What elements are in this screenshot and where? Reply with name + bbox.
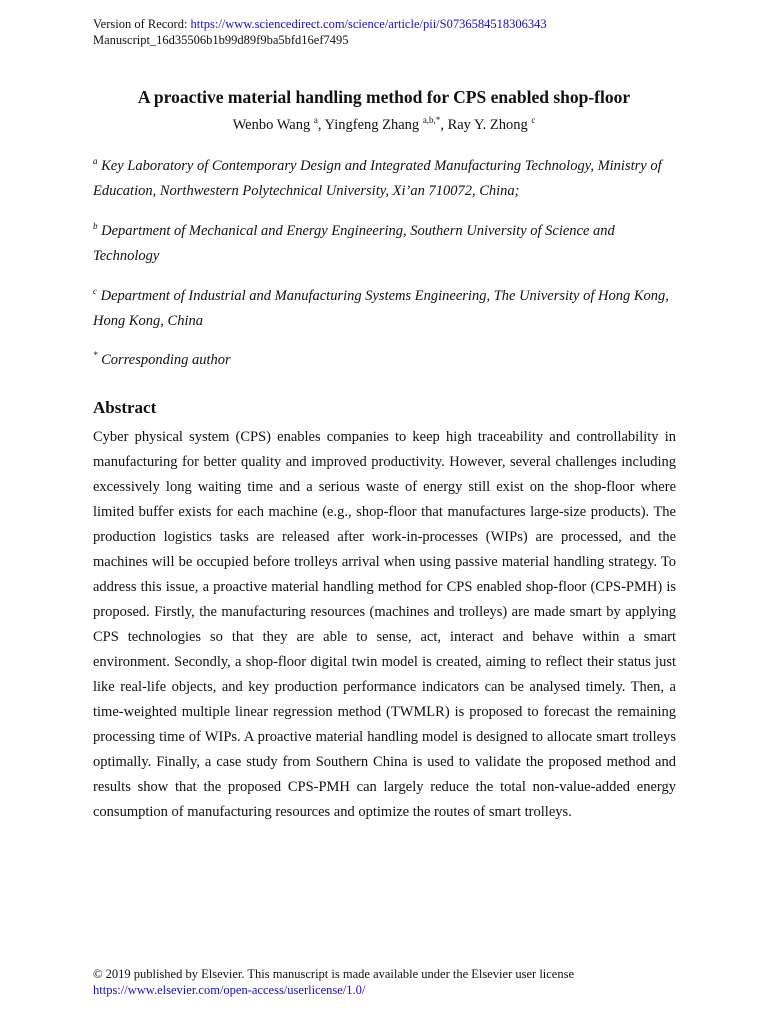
page-footer	[93, 966, 574, 998]
affiliation-a	[93, 154, 683, 204]
author-list	[0, 117, 768, 134]
corresponding-author-note	[93, 348, 683, 373]
manuscript-id: Manuscript_16d35506b1b99d89f9ba5bfd16ef7495	[93, 33, 349, 47]
version-label: Version of Record:	[93, 17, 191, 31]
author-affiliation-mark: c	[531, 115, 536, 126]
paper-title: A proactive material handling method for CPS enabled shop-floor	[137, 87, 631, 107]
license-text: © 2019 published by Elsevier. This manuscript is made available under the Elsevier user license	[93, 967, 575, 981]
affiliation-mark: b	[93, 221, 98, 232]
affiliation-mark: a	[93, 156, 98, 167]
version-of-record-line	[93, 16, 547, 32]
abstract-body: Cyber physical system (CPS) enables companies to keep high traceability and controllability in manufacturing for better quality and improved productivity. However, several challenges including excessively long waiting time and a serious waste of energy still exist on the shop-floor where limited buffer exists for each machine (e.g., shop-floor that manufactures large-size products). The production logistics tasks are released after work-in-processes (WIPs) are processed, and the machines will be occupied before trolleys arrival when using passive material handling strategy. To address this issue, a proactive material handling method for CPS enabled shop-floor (CPS-PMH) is proposed. Firstly, the manufacturing resources (machines and trolleys) are made smart by applying CPS technologies so that they are able to sense, act, interact and behave within a smart environment. Secondly, a shop-floor digital twin model is created, aiming to reflect their status just like real-life objects, and key production performance indicators can be analysed timely. Then, a time-weighted multiple linear regression method (TWMLR) is proposed to forecast the remaining processing time of WIPs. A proactive material handling model is designed to allocate smart trolleys optimally. Finally, a case study from Southern China is used to validate the proposed method and results show that the proposed CPS-PMH can largely reduce the total non-value-added energy consumption of manufacturing resources and optimize the routes of smart trolleys.	[93, 429, 676, 820]
affiliation-text: Key Laboratory of Contemporary Design and Integrated Manufacturing Technology, Ministry of Education, Northwestern Polytechnical University, Xi’an 710072, China;	[93, 158, 662, 199]
author-name: Wenbo Wang	[232, 117, 311, 133]
affiliation-b	[93, 219, 683, 269]
license-link[interactable]: https://www.elsevier.com/open-access/userlicense/1.0/	[93, 983, 366, 997]
affiliation-text: Department of Mechanical and Energy Engineering, Southern University of Science and Technology	[93, 223, 615, 264]
page-header	[93, 16, 547, 48]
author-name: Ray Y. Zhong	[447, 117, 528, 133]
author-separator: ,	[317, 117, 325, 133]
affiliation-text: Corresponding author	[101, 352, 231, 368]
affiliation-text: Department of Industrial and Manufacturing Systems Engineering, The University of Hong Kong, Hong Kong, China	[93, 288, 669, 329]
affiliation-c	[93, 284, 683, 334]
author-affiliation-mark: a,b,*	[422, 115, 441, 126]
version-of-record-link[interactable]: https://www.sciencedirect.com/science/article/pii/S0736584518306343	[190, 17, 547, 31]
author-separator: ,	[440, 117, 448, 133]
author-name: Yingfeng Zhang	[324, 117, 420, 133]
abstract-heading: Abstract	[93, 398, 157, 417]
affiliation-mark: *	[93, 350, 98, 361]
affiliation-mark: c	[93, 286, 97, 297]
author-affiliation-mark: a	[313, 115, 318, 126]
